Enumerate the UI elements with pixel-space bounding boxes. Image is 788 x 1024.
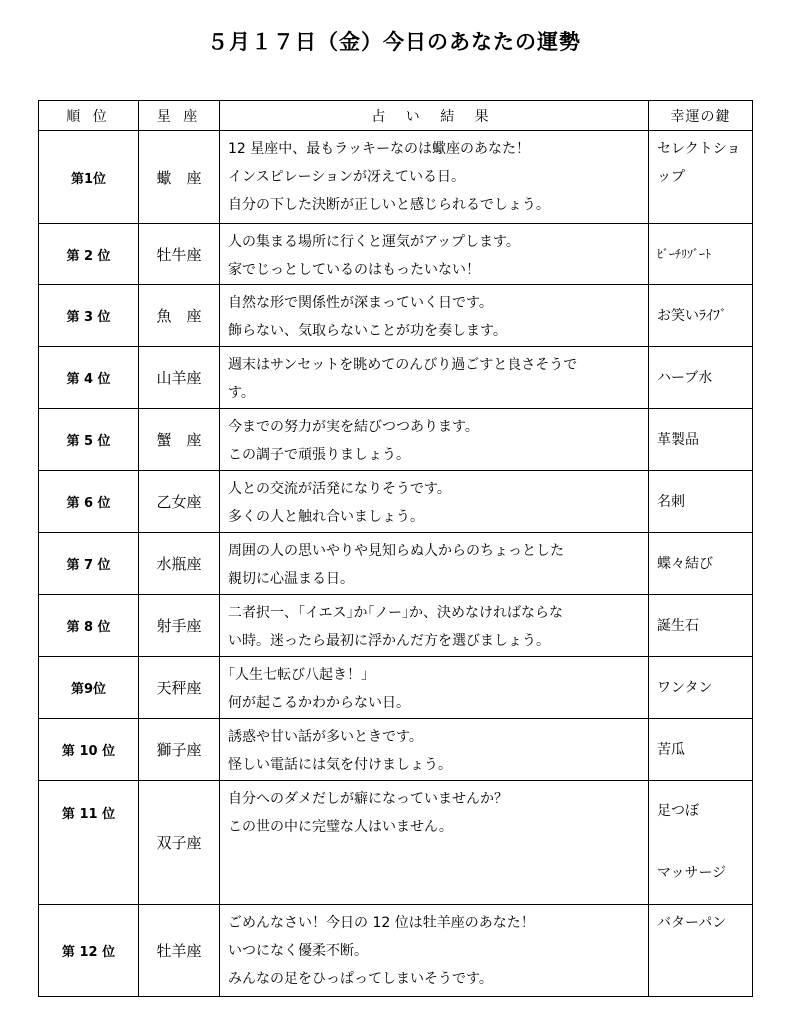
table-row [39,224,753,285]
header-sign: 星 座 [139,101,220,131]
table-row [39,905,753,997]
result-line: 人の集まる場所に行くと運気がアップします。 [228,234,520,250]
sign-cell: 双子座 [139,781,220,905]
lucky-line: 名刺 [657,493,685,510]
lucky-cell [649,719,753,781]
sign-cell: 魚 座 [139,285,220,347]
result-line: この調子で頑張りましょう。 [228,447,410,463]
rank-cell: 第 12 位 [39,905,139,997]
rank-cell: 第 3 位 [39,285,139,347]
lucky-line: ハーブ水 [657,369,713,386]
table-row [39,595,753,657]
lucky-line: 苦瓜 [657,741,685,758]
result-line: い時。迷ったら最初に浮かんだ方を選びましょう。 [228,633,550,649]
lucky-cell [649,347,753,409]
result-line: 週末はサンセットを眺めてのんびり過ごすと良さそうで [228,357,578,373]
lucky-line: バターパン [657,915,727,931]
table-row [39,409,753,471]
header-rank: 順 位 [39,101,139,131]
lucky-line: ﾋﾞｰﾁﾘｿﾞｰﾄ [657,247,712,261]
result-line: 自分へのダメだしが癖になっていませんか？ [228,791,508,807]
result-line: いつになく優柔不断。 [228,943,368,959]
sign-cell: 牡羊座 [139,905,220,997]
table-row [39,533,753,595]
result-cell [220,533,649,595]
result-line: みんなの足をひっぱってしまいそうです。 [228,971,493,987]
result-cell [220,905,649,997]
lucky-cell [649,471,753,533]
rank-cell: 第9位 [39,657,139,719]
lucky-line: セレクトショ [657,141,741,157]
result-line: 家でじっとしているのはもったいない！ [228,262,480,278]
lucky-line: マッサージ [657,865,727,881]
result-cell [220,719,649,781]
sign-cell: 乙女座 [139,471,220,533]
result-line: 今までの努力が実を結びつつあります。 [228,419,479,435]
header-result: 占 い 結 果 [220,101,649,131]
result-line: 飾らない、気取らないことが功を奏します。 [228,323,507,339]
lucky-line: お笑いﾗｲﾌﾞ [657,307,727,324]
sign-cell: 水瓶座 [139,533,220,595]
result-cell [220,781,649,905]
header-lucky: 幸運の鍵 [649,101,753,131]
result-cell [220,285,649,347]
lucky-cell [649,905,753,997]
horoscope-table [38,100,753,997]
sign-cell: 獅子座 [139,719,220,781]
lucky-line: ワンタン [657,679,713,696]
rank-cell: 第 7 位 [39,533,139,595]
table-row [39,131,753,224]
rank-cell: 第 11 位 [39,781,139,905]
result-cell [220,131,649,224]
result-line: 自然な形で関係性が深まっていく日です。 [228,295,493,311]
rank-cell: 第 10 位 [39,719,139,781]
result-cell [220,347,649,409]
result-line: ｢人生七転び八起き！｣ [228,667,368,683]
header-row [39,101,753,131]
table-row [39,285,753,347]
result-line: す。 [228,385,255,401]
rank-cell: 第 8 位 [39,595,139,657]
sign-cell: 牡牛座 [139,224,220,285]
result-line: 誘惑や甘い話が多いときです。 [228,729,423,745]
table-row [39,471,753,533]
result-cell [220,657,649,719]
table-row [39,657,753,719]
result-line: インスピレーションが冴えている日。 [228,169,466,185]
lucky-cell [649,131,753,224]
sign-cell: 山羊座 [139,347,220,409]
lucky-cell [649,533,753,595]
lucky-line: 蝶々結び [657,555,713,572]
result-line: この世の中に完璧な人はいません。 [228,819,453,835]
rank-cell: 第 6 位 [39,471,139,533]
result-line: 怪しい電話には気を付けましょう。 [228,757,452,773]
result-cell [220,595,649,657]
table-row [39,781,753,905]
lucky-line: 誕生石 [657,617,699,634]
lucky-cell [649,595,753,657]
table-row [39,347,753,409]
rank-cell: 第1位 [39,131,139,224]
rank-cell: 第 4 位 [39,347,139,409]
lucky-cell [649,409,753,471]
result-line: 周囲の人の思いやりや見知らぬ人からのちょっとした [228,543,564,559]
lucky-cell [649,285,753,347]
result-line: ごめんなさい！今日の 12 位は牡羊座のあなた！ [228,915,535,931]
result-line: 多くの人と触れ合いましょう。 [228,509,424,525]
sign-cell: 蟹 座 [139,409,220,471]
sign-cell: 蠍 座 [139,131,220,224]
lucky-cell [649,781,753,905]
lucky-line: ップ [657,169,685,185]
result-line: 人との交流が活発になりそうです。 [228,481,451,497]
sign-cell: 天秤座 [139,657,220,719]
result-line: 12 星座中、最もラッキーなのは蠍座のあなた！ [228,141,530,157]
result-line: 二者択一、｢イエス｣か｢ノー｣か、決めなければならな [228,605,564,621]
lucky-line: 足つぼ [657,803,699,819]
table-row [39,719,753,781]
lucky-cell [649,224,753,285]
rank-cell: 第 5 位 [39,409,139,471]
result-cell [220,471,649,533]
sign-cell: 射手座 [139,595,220,657]
result-cell [220,224,649,285]
rank-cell: 第 2 位 [39,224,139,285]
lucky-cell [649,657,753,719]
result-cell [220,409,649,471]
lucky-line: 革製品 [657,431,699,448]
page-title: ５月１７日（金）今日のあなたの運勢 [207,30,581,54]
result-line: 親切に心温まる日。 [228,571,354,587]
result-line: 自分の下した決断が正しいと感じられるでしょう。 [228,197,550,213]
result-line: 何が起こるかわからない日。 [228,695,410,711]
